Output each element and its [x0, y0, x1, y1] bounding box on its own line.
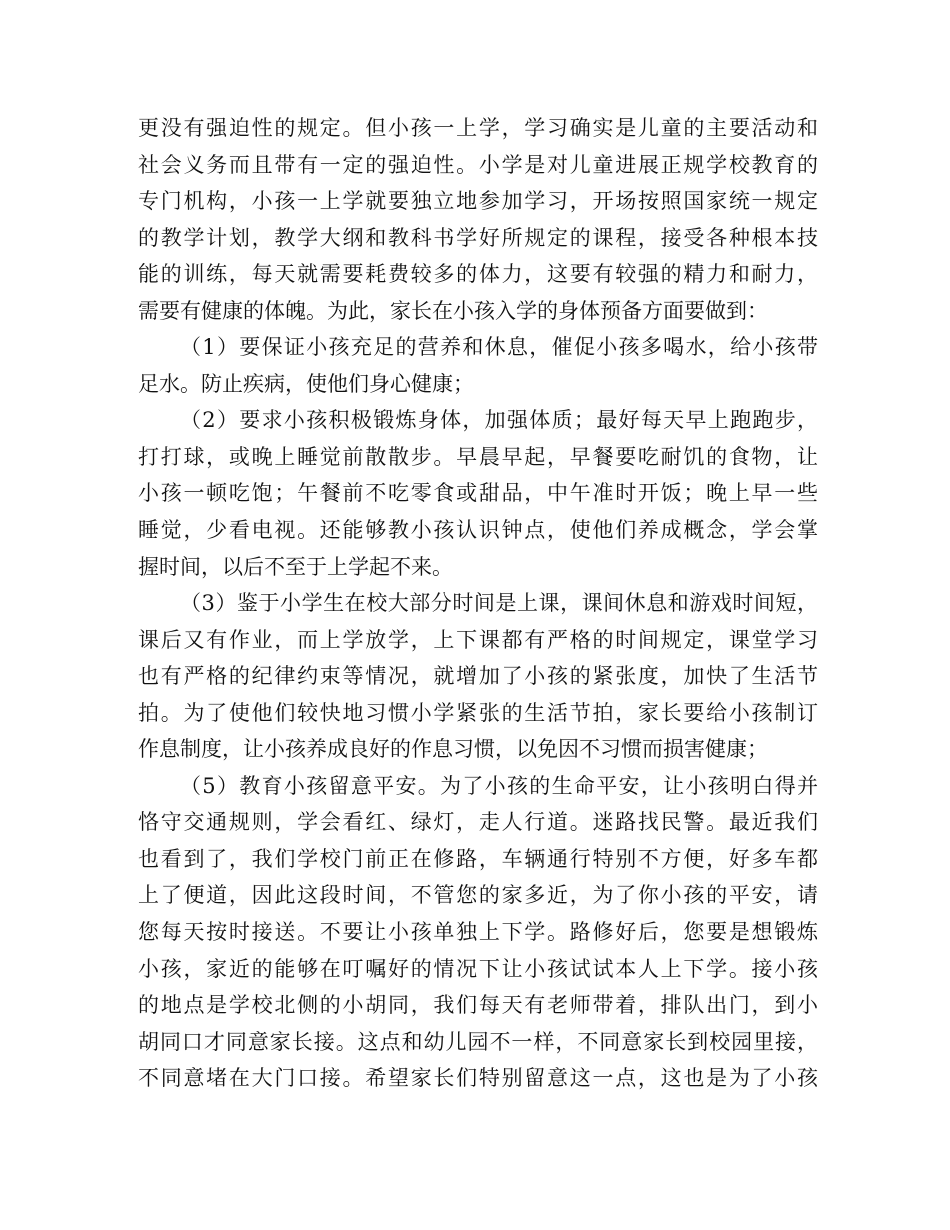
- text-line: 睡觉，少看电视。还能够教小孩认识钟点，使他们养成概念，学会掌: [138, 518, 818, 543]
- body-text: [138, 110, 818, 1097]
- text-line: 恪守交通规则，学会看红、绿灯，走人行道。迷路找民警。最近我们: [138, 810, 818, 835]
- text-line: （3）鉴于小学生在校大部分时间是上课，课间休息和游戏时间短，: [180, 591, 818, 616]
- text-line: 专门机构，小孩一上学就要独立地参加学习，开场按照国家统一规定: [138, 189, 818, 214]
- text-line: 拍。为了使他们较快地习惯小学紧张的生活节拍，家长要给小孩制订: [138, 700, 818, 725]
- text-line: 小孩一顿吃饱；午餐前不吃零食或甜品，中午准时开饭；晚上早一些: [138, 481, 818, 506]
- text-line: 课后又有作业，而上学放学，上下课都有严格的时间规定，课堂学习: [138, 627, 818, 652]
- text-line: 能的训练，每天就需要耗费较多的体力，这要有较强的精力和耐力，: [138, 262, 818, 287]
- text-line: 您每天按时接送。不要让小孩单独上下学。路修好后，您要是想锻炼: [138, 920, 818, 945]
- text-line: 打打球，或晚上睡觉前散散步。早晨早起，早餐要吃耐饥的食物，让: [138, 444, 818, 469]
- text-line: 胡同口才同意家长接。这点和幼儿园不一样，不同意家长到校园里接，: [138, 1029, 818, 1054]
- text-line: （5）教育小孩留意平安。为了小孩的生命平安，让小孩明白得并: [180, 773, 818, 798]
- text-line: 不同意堵在大门口接。希望家长们特别留意这一点，这也是为了小孩: [138, 1066, 818, 1091]
- text-line: 握时间，以后不至于上学起不来。: [138, 554, 453, 579]
- text-line: 的地点是学校北侧的小胡同，我们每天有老师带着，排队出门，到小: [138, 993, 818, 1018]
- text-line: （1）要保证小孩充足的营养和休息，催促小孩多喝水，给小孩带: [180, 335, 818, 360]
- text-line: 也有严格的纪律约束等情况，就增加了小孩的紧张度，加快了生活节: [138, 664, 818, 689]
- text-line: 作息制度，让小孩养成良好的作息习惯，以免因不习惯而损害健康；: [138, 737, 768, 762]
- text-line: （2）要求小孩积极锻炼身体，加强体质；最好每天早上跑跑步，: [180, 408, 818, 433]
- text-line: 的教学计划，教学大纲和教科书学好所规定的课程，接受各种根本技: [138, 225, 818, 250]
- text-line: 社会义务而且带有一定的强迫性。小学是对儿童进展正规学校教育的: [138, 152, 818, 177]
- text-line: 更没有强迫性的规定。但小孩一上学，学习确实是儿童的主要活动和: [138, 116, 818, 140]
- text-line: 上了便道，因此这段时间，不管您的家多近，为了你小孩的平安，请: [138, 883, 818, 908]
- text-line: 小孩，家近的能够在叮嘱好的情况下让小孩试试本人上下学。接小孩: [138, 956, 818, 981]
- text-line: 也看到了，我们学校门前正在修路，车辆通行特别不方便，好多车都: [138, 846, 818, 871]
- text-line: 需要有健康的体魄。为此，家长在小孩入学的身体预备方面要做到：: [138, 298, 768, 323]
- text-line: 足水。防止疾病，使他们身心健康；: [138, 371, 474, 396]
